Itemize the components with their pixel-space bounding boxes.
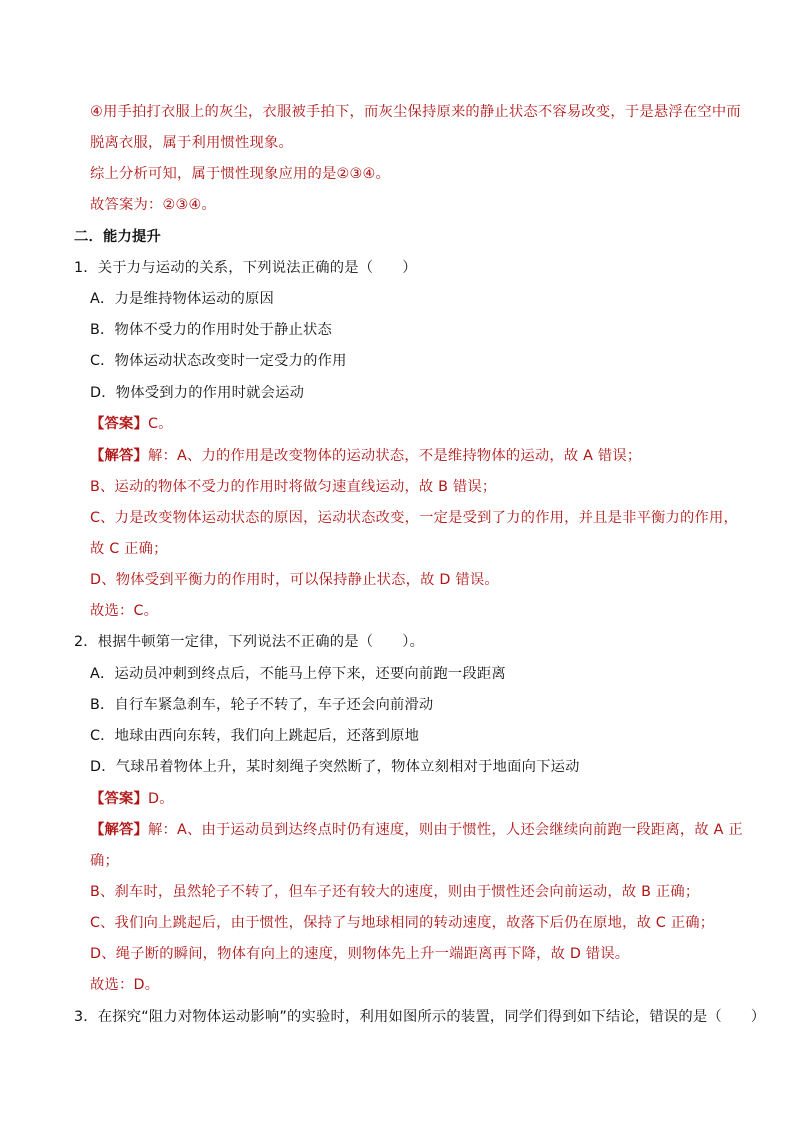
solution-text: 解：A、由于运动员到达终点时仍有速度，则由于惯性，人还会继续向前跑一段距离，故 A 正 xyxy=(148,822,743,838)
option-c: C．物体运动状态改变时一定受力的作用 xyxy=(90,353,347,369)
question-stem: 2．根据牛顿第一定律，下列说法不正确的是（ ）。 xyxy=(74,634,425,650)
explanation-line: ④用手拍打衣服上的灰尘，衣服被手拍下，而灰尘保持原来的静止状态不容易改变，于是悬浮在空中而 xyxy=(90,104,741,120)
solution-line: 确； xyxy=(90,853,119,869)
explanation-summary: 综上分析可知，属于惯性现象应用的是②③④。 xyxy=(90,166,390,182)
question-stem: 1．关于力与运动的关系，下列说法正确的是（ ） xyxy=(74,260,417,276)
option-a: A．力是维持物体运动的原因 xyxy=(90,291,274,307)
option-d: D．气球吊着物体上升，某时刻绳子突然断了，物体立刻相对于地面向下运动 xyxy=(90,759,580,775)
option-c: C．地球由西向东转，我们向上跳起后，还落到原地 xyxy=(90,728,420,744)
solution-text: 解：A、力的作用是改变物体的运动状态，不是维持物体的运动，故 A 错误； xyxy=(148,448,642,464)
section-heading: 二．能力提升 xyxy=(74,229,161,245)
solution-label: 【解答】 xyxy=(90,822,148,838)
question-stem: 3．在探究“阻力对物体运动影响”的实验时，利用如图所示的装置，同学们得到如下结论，错误的是（ ） xyxy=(74,1009,766,1025)
solution-line xyxy=(90,820,743,840)
answer-line xyxy=(90,789,174,809)
solution-line: C、力是改变物体运动状态的原因，运动状态改变，一定是受到了力的作用，并且是非平衡力的作用， xyxy=(90,510,739,526)
solution-line: D、绳子断的瞬间，物体有向上的速度，则物体先上升一端距离再下降，故 D 错误。 xyxy=(90,946,630,962)
solution-line: B、运动的物体不受力的作用时将做匀速直线运动，故 B 错误； xyxy=(90,479,497,495)
option-b: B．自行车紧急刹车，轮子不转了，车子还会向前滑动 xyxy=(90,697,434,713)
option-b: B．物体不受力的作用时处于静止状态 xyxy=(90,322,332,338)
answer-value: C。 xyxy=(148,416,173,432)
answer-line xyxy=(90,414,173,434)
solution-line: B、刹车时，虽然轮子不转了，但车子还有较大的速度，则由于惯性还会向前运动，故 B 正确； xyxy=(90,884,700,900)
solution-label: 【解答】 xyxy=(90,448,148,464)
final-answer: 故答案为：②③④。 xyxy=(90,197,217,213)
solution-line: C、我们向上跳起后，由于惯性，保持了与地球相同的转动速度，故落下后仍在原地，故 C 正确； xyxy=(90,915,715,931)
choose-line: 故选：D。 xyxy=(90,977,160,993)
choose-line: 故选：C。 xyxy=(90,603,159,619)
answer-label: 【答案】 xyxy=(90,791,148,807)
answer-label: 【答案】 xyxy=(90,416,148,432)
explanation-line: 脱离衣服，属于利用惯性现象。 xyxy=(90,135,293,151)
solution-line: D、物体受到平衡力的作用时，可以保持静止状态，故 D 错误。 xyxy=(90,572,499,588)
solution-line xyxy=(90,446,641,466)
option-d: D．物体受到力的作用时就会运动 xyxy=(90,385,305,401)
solution-line: 故 C 正确； xyxy=(90,541,168,557)
answer-value: D。 xyxy=(148,791,174,807)
option-a: A．运动员冲刺到终点后，不能马上停下来，还要向前跑一段距离 xyxy=(90,666,506,682)
